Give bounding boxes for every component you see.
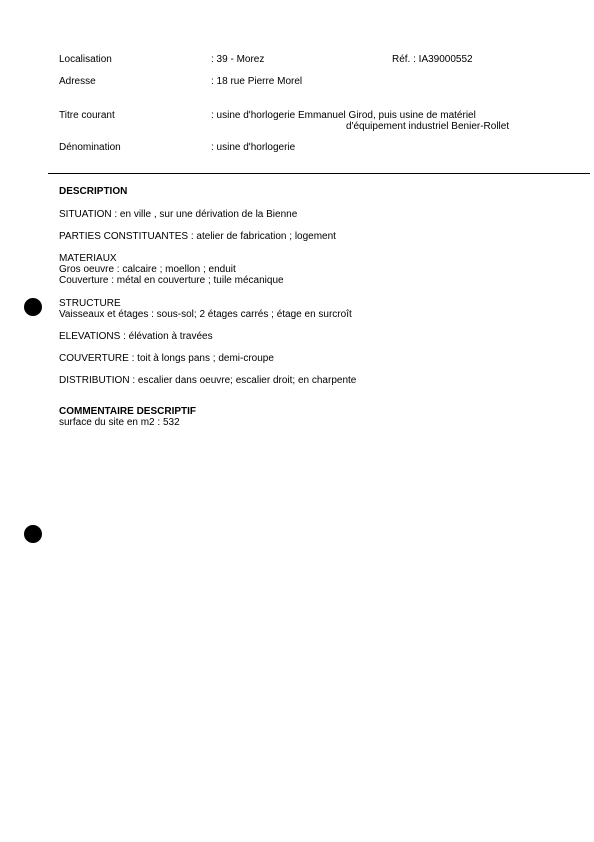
separator-line <box>48 173 590 174</box>
titre-courant-value-line1: : usine d'horlogerie Emmanuel Girod, puis usine de matériel <box>211 110 476 121</box>
titre-courant-value-line2: d'équipement industriel Benier-Rollet <box>346 121 510 132</box>
adresse-value: : 18 rue Pierre Morel <box>211 76 303 87</box>
denomination-label: Dénomination <box>59 142 121 153</box>
materiaux-heading: MATERIAUX <box>59 253 117 264</box>
couverture-line: COUVERTURE : toit à longs pans ; demi-croupe <box>59 353 274 364</box>
distribution-line: DISTRIBUTION : escalier dans oeuvre; escalier droit; en charpente <box>59 375 357 386</box>
punch-hole-bottom <box>24 525 42 543</box>
localisation-value: : 39 - Morez <box>211 54 265 65</box>
materiaux-gros-oeuvre: Gros oeuvre : calcaire ; moellon ; enduit <box>59 264 236 275</box>
structure-heading: STRUCTURE <box>59 298 121 309</box>
reference: Réf. : IA39000552 <box>392 54 473 65</box>
commentaire-line: surface du site en m2 : 532 <box>59 417 180 428</box>
structure-line: Vaisseaux et étages : sous-sol; 2 étages carrés ; étage en surcroît <box>59 309 352 320</box>
description-heading: DESCRIPTION <box>59 186 128 197</box>
localisation-label: Localisation <box>59 54 112 65</box>
adresse-label: Adresse <box>59 76 96 87</box>
parties-constituantes-line: PARTIES CONSTITUANTES : atelier de fabrication ; logement <box>59 231 336 242</box>
denomination-value: : usine d'horlogerie <box>211 142 296 153</box>
elevations-line: ELEVATIONS : élévation à travées <box>59 331 213 342</box>
titre-courant-label: Titre courant <box>59 110 115 121</box>
situation-line: SITUATION : en ville , sur une dérivation de la Bienne <box>59 209 298 220</box>
commentaire-heading: COMMENTAIRE DESCRIPTIF <box>59 406 197 417</box>
materiaux-couverture: Couverture : métal en couverture ; tuile mécanique <box>59 275 284 286</box>
punch-hole-top <box>24 298 42 316</box>
